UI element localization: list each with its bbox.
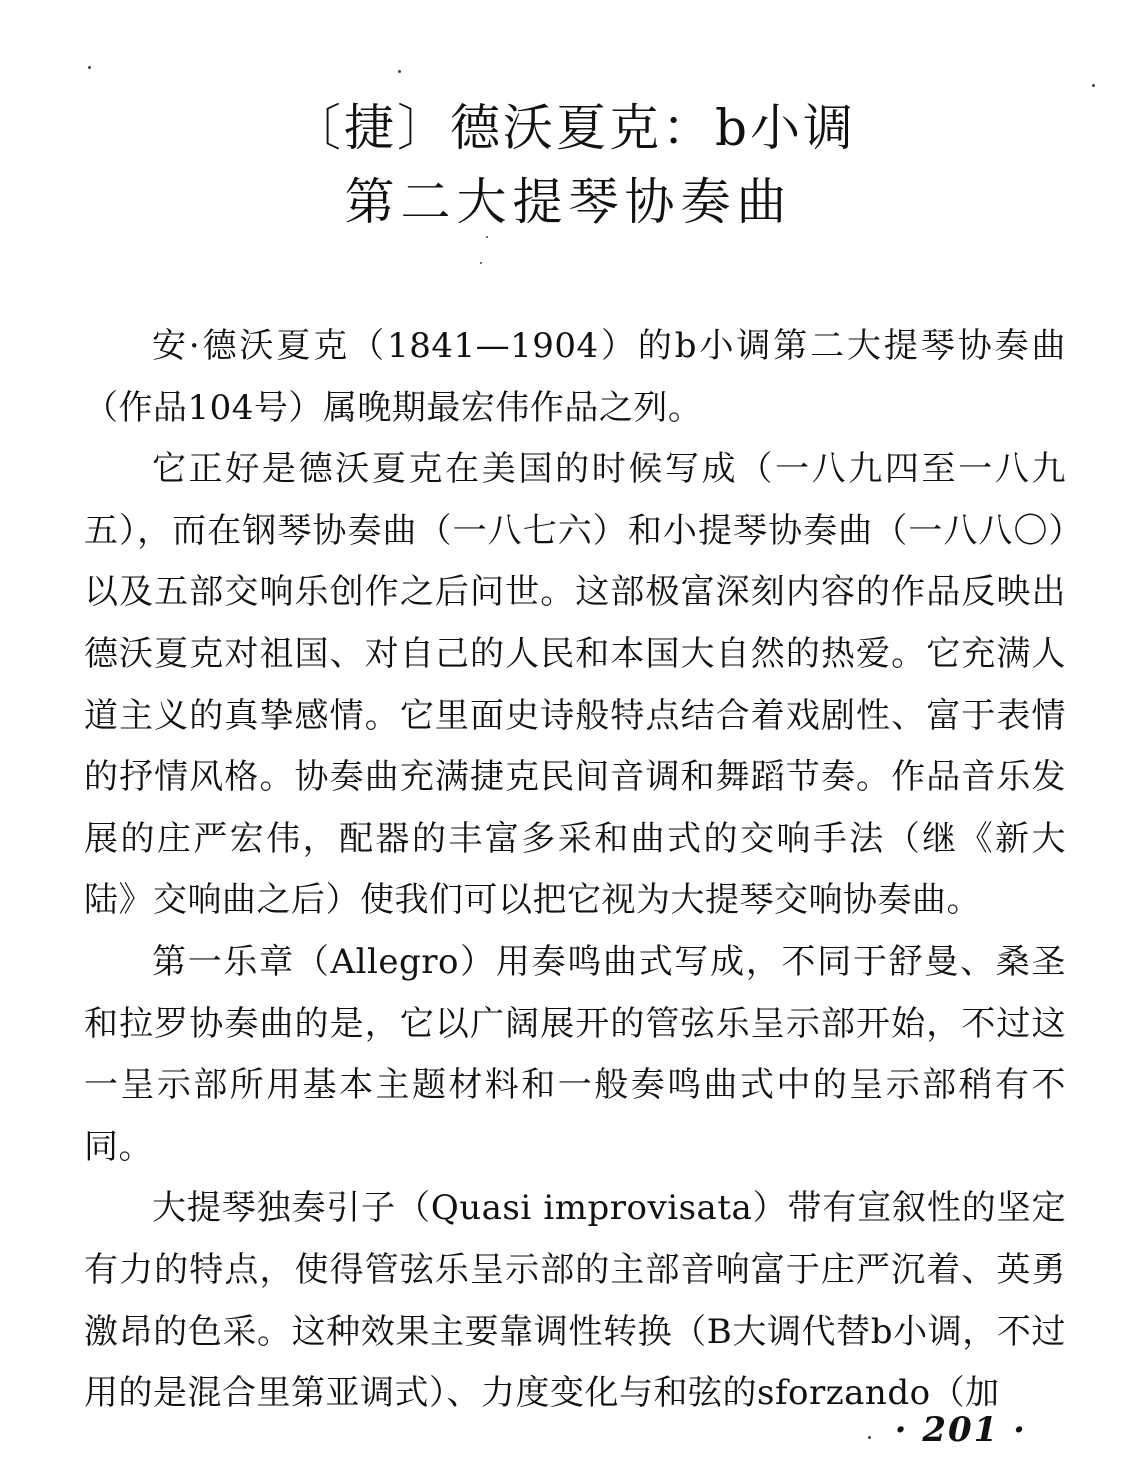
scan-speck (398, 70, 401, 73)
paragraph-3: 第一乐章（Allegro）用奏鸣曲式写成，不同于舒曼、桑圣和拉罗协奏曲的是，它以广阔展开的管弦乐呈示部开始，不过这一呈示部所用基本主题材料和一般奏鸣曲式中的呈示部稍有不同。 (84, 941, 1066, 1167)
paragraph-4: 大提琴独奏引子（Quasi improvisata）带有宣叙性的坚定有力的特点，使得管弦乐呈示部的主部音响富于庄严沉着、英勇激昂的色采。这种效果主要靠调性转换（B大调代替b小调，不过用的是混合里第亚调式）、力度变化与和弦的sforzando（加 (84, 1188, 1066, 1414)
scan-speck (88, 66, 91, 69)
page-number: · 201 · (894, 1410, 1027, 1450)
scan-speck (1092, 84, 1095, 87)
paragraph-1: 安·德沃夏克（1841—1904）的b小调第二大提琴协奏曲（作品104号）属晚期最宏伟作品之列。 (84, 326, 1066, 428)
body-text (84, 316, 1066, 1425)
title-block (0, 92, 1137, 238)
scan-speck (868, 1436, 871, 1439)
page-title-line-1: 〔捷〕德沃夏克：b小调 (290, 99, 856, 157)
scan-speck (486, 236, 488, 238)
scan-speck (480, 262, 482, 264)
paragraph-2: 它正好是德沃夏克在美国的时候写成（一八九四至一八九五），而在钢琴协奏曲（一八七六）和小提琴协奏曲（一八八〇）以及五部交响乐创作之后问世。这部极富深刻内容的作品反映出德沃夏克对祖国、对自己的人民和本国大自然的热爱。它充满人道主义的真挚感情。它里面史诗般特点结合着戏剧性、富于表情的抒情风格。协奏曲充满捷克民间音调和舞蹈节奏。作品音乐发展的庄严宏伟，配器的丰富多采和曲式的交响手法（继《新大陆》交响曲之后）使我们可以把它视为大提琴交响协奏曲。 (84, 449, 1066, 921)
page-title-line-2: 第二大提琴协奏曲 (344, 173, 793, 231)
